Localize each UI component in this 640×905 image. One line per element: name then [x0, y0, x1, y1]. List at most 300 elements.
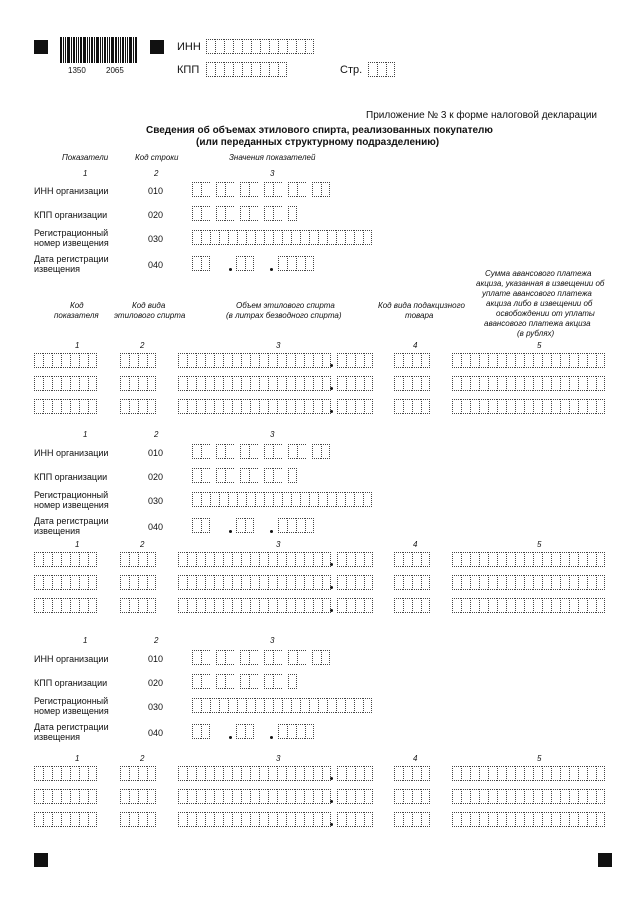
input-cell[interactable] [52, 789, 61, 804]
input-cell[interactable] [264, 650, 273, 665]
input-cell[interactable] [216, 182, 225, 197]
input-cell[interactable] [533, 575, 542, 590]
input-cell[interactable] [587, 766, 596, 781]
input-cell[interactable] [497, 399, 506, 414]
input-cell[interactable] [461, 766, 470, 781]
spirit-type-cells[interactable] [120, 789, 156, 804]
input-cell[interactable] [296, 724, 305, 739]
input-cell[interactable] [250, 789, 259, 804]
input-cell[interactable] [327, 230, 336, 245]
input-cell[interactable] [578, 766, 587, 781]
input-cell[interactable] [470, 399, 479, 414]
input-cell[interactable] [506, 376, 515, 391]
input-cell[interactable] [346, 376, 355, 391]
input-cell[interactable] [214, 552, 223, 567]
reg-cells[interactable] [192, 492, 372, 507]
input-cell[interactable] [70, 812, 79, 827]
input-cell[interactable] [394, 598, 403, 613]
input-cell[interactable] [337, 766, 346, 781]
input-cell[interactable] [506, 353, 515, 368]
input-cell[interactable] [250, 353, 259, 368]
input-cell[interactable] [240, 650, 249, 665]
input-cell[interactable] [187, 812, 196, 827]
input-cell[interactable] [304, 353, 313, 368]
input-cell[interactable] [542, 598, 551, 613]
input-cell[interactable] [551, 598, 560, 613]
input-cell[interactable] [187, 789, 196, 804]
input-cell[interactable] [196, 766, 205, 781]
input-cell[interactable] [515, 575, 524, 590]
indicator-code-cells[interactable] [34, 575, 97, 590]
input-cell[interactable] [403, 575, 412, 590]
input-cell[interactable] [120, 575, 129, 590]
input-cell[interactable] [79, 399, 88, 414]
input-cell[interactable] [241, 376, 250, 391]
input-cell[interactable] [461, 575, 470, 590]
input-cell[interactable] [346, 552, 355, 567]
input-cell[interactable] [43, 353, 52, 368]
input-cell[interactable] [241, 353, 250, 368]
input-cell[interactable] [286, 789, 295, 804]
input-cell[interactable] [129, 575, 138, 590]
input-cell[interactable] [43, 376, 52, 391]
input-cell[interactable] [249, 468, 258, 483]
input-cell[interactable] [147, 552, 156, 567]
input-cell[interactable] [412, 598, 421, 613]
input-cell[interactable] [524, 399, 533, 414]
input-cell[interactable] [205, 353, 214, 368]
reg-cells[interactable] [192, 230, 372, 245]
input-cell[interactable] [551, 766, 560, 781]
input-cell[interactable] [192, 518, 201, 533]
input-cell[interactable] [560, 812, 569, 827]
input-cell[interactable] [210, 230, 219, 245]
input-cell[interactable] [223, 766, 232, 781]
input-cell[interactable] [210, 698, 219, 713]
input-cell[interactable] [488, 598, 497, 613]
input-cell[interactable] [337, 598, 346, 613]
input-cell[interactable] [268, 399, 277, 414]
input-cell[interactable] [421, 598, 430, 613]
indicator-code-cells[interactable] [34, 376, 97, 391]
input-cell[interactable] [452, 552, 461, 567]
input-cell[interactable] [224, 62, 233, 77]
input-cell[interactable] [241, 399, 250, 414]
input-cell[interactable] [286, 812, 295, 827]
input-cell[interactable] [533, 399, 542, 414]
input-cell[interactable] [277, 789, 286, 804]
input-cell[interactable] [223, 789, 232, 804]
input-cell[interactable] [205, 575, 214, 590]
input-cell[interactable] [364, 766, 373, 781]
input-cell[interactable] [52, 575, 61, 590]
input-cell[interactable] [304, 598, 313, 613]
input-cell[interactable] [88, 399, 97, 414]
input-cell[interactable] [260, 39, 269, 54]
input-cell[interactable] [337, 789, 346, 804]
input-cell[interactable] [470, 812, 479, 827]
input-cell[interactable] [286, 399, 295, 414]
excise-code-cells[interactable] [394, 353, 430, 368]
input-cell[interactable] [569, 789, 578, 804]
input-cell[interactable] [223, 598, 232, 613]
amount-cells[interactable] [452, 789, 605, 804]
input-cell[interactable] [394, 552, 403, 567]
input-cell[interactable] [452, 399, 461, 414]
input-cell[interactable] [192, 206, 201, 221]
input-cell[interactable] [578, 353, 587, 368]
spirit-type-cells[interactable] [120, 812, 156, 827]
input-cell[interactable] [61, 575, 70, 590]
input-cell[interactable] [215, 39, 224, 54]
input-cell[interactable] [70, 789, 79, 804]
input-cell[interactable] [578, 399, 587, 414]
input-cell[interactable] [232, 575, 241, 590]
input-cell[interactable] [295, 812, 304, 827]
input-cell[interactable] [515, 399, 524, 414]
input-cell[interactable] [178, 353, 187, 368]
header-inn-cells[interactable] [206, 39, 314, 54]
input-cell[interactable] [250, 552, 259, 567]
input-cell[interactable] [569, 812, 578, 827]
date-month-cells[interactable] [236, 256, 254, 271]
input-cell[interactable] [479, 598, 488, 613]
input-cell[interactable] [452, 789, 461, 804]
input-cell[interactable] [79, 376, 88, 391]
input-cell[interactable] [321, 444, 330, 459]
input-cell[interactable] [120, 399, 129, 414]
input-cell[interactable] [309, 492, 318, 507]
input-cell[interactable] [542, 812, 551, 827]
input-cell[interactable] [120, 376, 129, 391]
volume-frac-cells[interactable] [337, 789, 373, 804]
input-cell[interactable] [355, 376, 364, 391]
input-cell[interactable] [52, 376, 61, 391]
input-cell[interactable] [233, 62, 242, 77]
input-cell[interactable] [187, 399, 196, 414]
input-cell[interactable] [268, 552, 277, 567]
input-cell[interactable] [321, 182, 330, 197]
input-cell[interactable] [241, 766, 250, 781]
input-cell[interactable] [560, 766, 569, 781]
reg-cells[interactable] [192, 698, 372, 713]
input-cell[interactable] [542, 353, 551, 368]
input-cell[interactable] [264, 468, 273, 483]
input-cell[interactable] [196, 789, 205, 804]
input-cell[interactable] [488, 575, 497, 590]
input-cell[interactable] [196, 552, 205, 567]
input-cell[interactable] [452, 575, 461, 590]
input-cell[interactable] [43, 789, 52, 804]
input-cell[interactable] [346, 399, 355, 414]
input-cell[interactable] [129, 766, 138, 781]
input-cell[interactable] [277, 376, 286, 391]
input-cell[interactable] [524, 812, 533, 827]
input-cell[interactable] [506, 812, 515, 827]
input-cell[interactable] [210, 492, 219, 507]
input-cell[interactable] [587, 812, 596, 827]
input-cell[interactable] [232, 812, 241, 827]
input-cell[interactable] [587, 789, 596, 804]
input-cell[interactable] [412, 766, 421, 781]
input-cell[interactable] [214, 766, 223, 781]
input-cell[interactable] [264, 698, 273, 713]
input-cell[interactable] [488, 399, 497, 414]
input-cell[interactable] [346, 353, 355, 368]
input-cell[interactable] [287, 256, 296, 271]
input-cell[interactable] [228, 230, 237, 245]
input-cell[interactable] [560, 399, 569, 414]
input-cell[interactable] [515, 552, 524, 567]
input-cell[interactable] [300, 230, 309, 245]
input-cell[interactable] [506, 766, 515, 781]
input-cell[interactable] [578, 376, 587, 391]
input-cell[interactable] [120, 598, 129, 613]
volume-int-cells[interactable] [178, 575, 331, 590]
input-cell[interactable] [403, 598, 412, 613]
input-cell[interactable] [192, 468, 201, 483]
input-cell[interactable] [120, 789, 129, 804]
input-cell[interactable] [249, 650, 258, 665]
input-cell[interactable] [312, 444, 321, 459]
input-cell[interactable] [337, 552, 346, 567]
input-cell[interactable] [88, 598, 97, 613]
indicator-code-cells[interactable] [34, 353, 97, 368]
input-cell[interactable] [421, 399, 430, 414]
input-cell[interactable] [216, 444, 225, 459]
input-cell[interactable] [88, 575, 97, 590]
input-cell[interactable] [251, 62, 260, 77]
input-cell[interactable] [506, 789, 515, 804]
input-cell[interactable] [223, 552, 232, 567]
input-cell[interactable] [479, 376, 488, 391]
inn-cells[interactable] [192, 182, 330, 197]
input-cell[interactable] [250, 812, 259, 827]
input-cell[interactable] [355, 598, 364, 613]
input-cell[interactable] [288, 206, 297, 221]
input-cell[interactable] [232, 789, 241, 804]
input-cell[interactable] [249, 674, 258, 689]
input-cell[interactable] [259, 399, 268, 414]
input-cell[interactable] [560, 575, 569, 590]
input-cell[interactable] [506, 575, 515, 590]
input-cell[interactable] [403, 766, 412, 781]
input-cell[interactable] [551, 376, 560, 391]
input-cell[interactable] [250, 766, 259, 781]
input-cell[interactable] [264, 674, 273, 689]
input-cell[interactable] [587, 399, 596, 414]
volume-int-cells[interactable] [178, 399, 331, 414]
input-cell[interactable] [61, 766, 70, 781]
input-cell[interactable] [214, 353, 223, 368]
input-cell[interactable] [201, 650, 210, 665]
input-cell[interactable] [187, 376, 196, 391]
date-month-cells[interactable] [236, 518, 254, 533]
date-month-cells[interactable] [236, 724, 254, 739]
input-cell[interactable] [321, 650, 330, 665]
input-cell[interactable] [246, 492, 255, 507]
input-cell[interactable] [327, 698, 336, 713]
input-cell[interactable] [43, 552, 52, 567]
input-cell[interactable] [61, 789, 70, 804]
input-cell[interactable] [269, 39, 278, 54]
input-cell[interactable] [470, 789, 479, 804]
volume-frac-cells[interactable] [337, 575, 373, 590]
input-cell[interactable] [354, 492, 363, 507]
input-cell[interactable] [318, 492, 327, 507]
input-cell[interactable] [461, 376, 470, 391]
input-cell[interactable] [412, 399, 421, 414]
input-cell[interactable] [264, 492, 273, 507]
input-cell[interactable] [216, 650, 225, 665]
input-cell[interactable] [533, 766, 542, 781]
input-cell[interactable] [70, 399, 79, 414]
input-cell[interactable] [236, 256, 245, 271]
input-cell[interactable] [304, 575, 313, 590]
input-cell[interactable] [542, 376, 551, 391]
input-cell[interactable] [246, 230, 255, 245]
input-cell[interactable] [232, 399, 241, 414]
input-cell[interactable] [192, 650, 201, 665]
input-cell[interactable] [201, 724, 210, 739]
input-cell[interactable] [223, 575, 232, 590]
input-cell[interactable] [79, 353, 88, 368]
input-cell[interactable] [542, 552, 551, 567]
input-cell[interactable] [225, 674, 234, 689]
input-cell[interactable] [596, 812, 605, 827]
excise-code-cells[interactable] [394, 399, 430, 414]
volume-int-cells[interactable] [178, 766, 331, 781]
input-cell[interactable] [304, 376, 313, 391]
input-cell[interactable] [61, 353, 70, 368]
input-cell[interactable] [560, 376, 569, 391]
input-cell[interactable] [192, 256, 201, 271]
input-cell[interactable] [192, 492, 201, 507]
input-cell[interactable] [260, 62, 269, 77]
input-cell[interactable] [138, 376, 147, 391]
kpp-cells[interactable] [192, 468, 297, 483]
input-cell[interactable] [479, 353, 488, 368]
input-cell[interactable] [277, 598, 286, 613]
input-cell[interactable] [88, 812, 97, 827]
input-cell[interactable] [205, 766, 214, 781]
input-cell[interactable] [70, 376, 79, 391]
input-cell[interactable] [61, 552, 70, 567]
input-cell[interactable] [178, 575, 187, 590]
input-cell[interactable] [304, 789, 313, 804]
input-cell[interactable] [264, 444, 273, 459]
input-cell[interactable] [291, 230, 300, 245]
spirit-type-cells[interactable] [120, 766, 156, 781]
input-cell[interactable] [278, 724, 287, 739]
input-cell[interactable] [551, 789, 560, 804]
amount-cells[interactable] [452, 376, 605, 391]
spirit-type-cells[interactable] [120, 552, 156, 567]
input-cell[interactable] [346, 575, 355, 590]
input-cell[interactable] [515, 766, 524, 781]
input-cell[interactable] [345, 492, 354, 507]
input-cell[interactable] [201, 444, 210, 459]
input-cell[interactable] [268, 789, 277, 804]
amount-cells[interactable] [452, 766, 605, 781]
input-cell[interactable] [268, 575, 277, 590]
input-cell[interactable] [250, 575, 259, 590]
input-cell[interactable] [377, 62, 386, 77]
input-cell[interactable] [228, 698, 237, 713]
input-cell[interactable] [236, 724, 245, 739]
input-cell[interactable] [569, 376, 578, 391]
input-cell[interactable] [43, 598, 52, 613]
input-cell[interactable] [304, 552, 313, 567]
input-cell[interactable] [296, 518, 305, 533]
input-cell[interactable] [147, 376, 156, 391]
input-cell[interactable] [403, 376, 412, 391]
input-cell[interactable] [201, 698, 210, 713]
input-cell[interactable] [219, 492, 228, 507]
inn-cells[interactable] [192, 650, 330, 665]
input-cell[interactable] [43, 575, 52, 590]
input-cell[interactable] [187, 766, 196, 781]
input-cell[interactable] [52, 399, 61, 414]
input-cell[interactable] [282, 698, 291, 713]
header-page-cells[interactable] [368, 62, 395, 77]
input-cell[interactable] [355, 812, 364, 827]
input-cell[interactable] [587, 575, 596, 590]
input-cell[interactable] [488, 376, 497, 391]
input-cell[interactable] [52, 766, 61, 781]
input-cell[interactable] [578, 575, 587, 590]
input-cell[interactable] [355, 399, 364, 414]
input-cell[interactable] [201, 256, 210, 271]
input-cell[interactable] [364, 812, 373, 827]
input-cell[interactable] [70, 552, 79, 567]
input-cell[interactable] [355, 789, 364, 804]
input-cell[interactable] [178, 598, 187, 613]
input-cell[interactable] [241, 812, 250, 827]
input-cell[interactable] [506, 552, 515, 567]
input-cell[interactable] [259, 376, 268, 391]
input-cell[interactable] [214, 789, 223, 804]
input-cell[interactable] [313, 598, 322, 613]
input-cell[interactable] [178, 789, 187, 804]
input-cell[interactable] [223, 353, 232, 368]
input-cell[interactable] [569, 766, 578, 781]
input-cell[interactable] [551, 552, 560, 567]
input-cell[interactable] [394, 376, 403, 391]
input-cell[interactable] [295, 575, 304, 590]
input-cell[interactable] [337, 353, 346, 368]
input-cell[interactable] [587, 552, 596, 567]
input-cell[interactable] [515, 376, 524, 391]
input-cell[interactable] [192, 674, 201, 689]
input-cell[interactable] [346, 812, 355, 827]
input-cell[interactable] [336, 492, 345, 507]
input-cell[interactable] [533, 552, 542, 567]
input-cell[interactable] [264, 182, 273, 197]
kpp-cells[interactable] [192, 206, 297, 221]
input-cell[interactable] [246, 698, 255, 713]
input-cell[interactable] [551, 575, 560, 590]
input-cell[interactable] [295, 552, 304, 567]
input-cell[interactable] [578, 812, 587, 827]
indicator-code-cells[interactable] [34, 812, 97, 827]
input-cell[interactable] [147, 353, 156, 368]
input-cell[interactable] [278, 256, 287, 271]
input-cell[interactable] [312, 650, 321, 665]
input-cell[interactable] [192, 698, 201, 713]
input-cell[interactable] [88, 552, 97, 567]
input-cell[interactable] [268, 353, 277, 368]
